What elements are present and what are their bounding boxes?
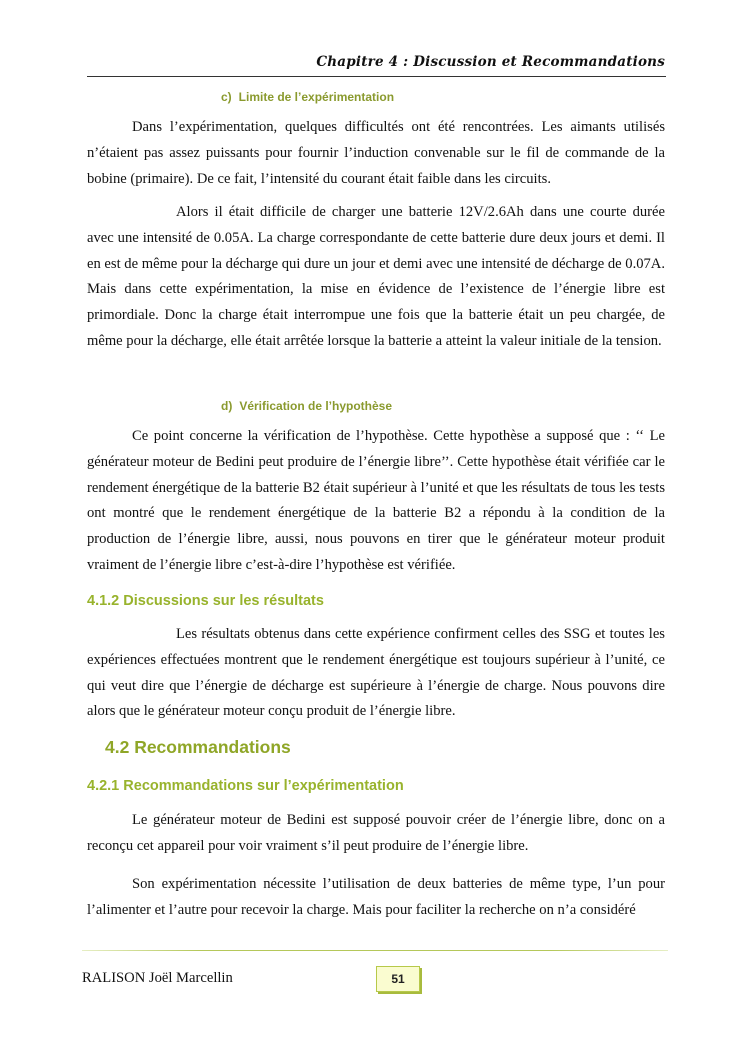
paragraph-4-2-1-1: Le générateur moteur de Bedini est supposé pouvoir créer de l’énergie libre, donc on a reconçu cet appareil pour voir vraiment s’il peut produire de l’énergie libre. [87, 812, 665, 854]
paragraph-c-2: Alors il était difficile de charger une batterie 12V/2.6Ah dans une courte durée avec une intensité de 0.05A. La charge correspondante de cette batterie dure deux jours et demi. Il en est de même pour la décharge qui dure un jour et demi avec une intensité de décharge de 0.07A. Mais dans cette expérimentation, la mise en évidence de l’existence de l’énergie libre est primordiale. Donc la charge était interrompue une fois que la batterie était un peu chargée, de même pour la décharge, elle était arrêtée lorsque la batterie a atteint la valeur initiale de la tension. [87, 204, 665, 349]
paragraph-d-1: Ce point concerne la vérification de l’hypothèse. Cette hypothèse a supposé que : ‘‘ Le générateur moteur de Bedini peut produire de l’énergie libre’’. Cette hypothèse était vérifiée car le rendement énergétique de la batterie B2 était supérieur à l’unité et que les résultats de tous les tests ont montré que le rendement énergétique de la batterie B2 a répondu à la condition de la production de l’énergie libre, aussi, nous pouvons en tirer que le générateur moteur produit vraiment de l’énergie libre c’est-à-dire l’hypothèse est vérifiée. [87, 428, 665, 573]
subsection-c-heading [221, 90, 394, 104]
subsection-d-heading [221, 399, 392, 413]
subsection-d-letter: d) [221, 399, 233, 413]
section-4-1-2-heading: 4.1.2 Discussions sur les résultats [87, 593, 324, 609]
chapter-header: Chapitre 4 : Discussion et Recommandations [316, 54, 665, 70]
subsection-c-title: Limite de l’expérimentation [238, 90, 395, 104]
header-divider [87, 76, 666, 77]
subsection-d-title: Vérification de l’hypothèse [239, 399, 393, 413]
section-4-2-heading: 4.2 Recommandations [105, 737, 291, 757]
paragraph-4-2-1-2: Son expérimentation nécessite l’utilisation de deux batteries de même type, l’un pour l’alimenter et l’autre pour recevoir la charge. Mais pour faciliter la recherche on n’a considéré [87, 876, 665, 918]
footer-author: RALISON Joël Marcellin [82, 970, 233, 986]
section-4-2-1-heading: 4.2.1 Recommandations sur l’expérimentation [87, 778, 404, 794]
page-number-badge: 51 [376, 966, 420, 992]
paragraph-4-1-2: Les résultats obtenus dans cette expérience confirment celles des SSG et toutes les expériences effectuées montrent que le rendement énergétique est toujours supérieur à l’unité, ce qui veut dire que l’énergie de décharge est supérieure à l’énergie de charge. Nous pouvons dire alors que le générateur moteur conçu produit de l’énergie libre. [87, 626, 665, 720]
footer-divider [82, 950, 668, 951]
subsection-c-letter: c) [221, 90, 232, 104]
paragraph-c-1: Dans l’expérimentation, quelques difficultés ont été rencontrées. Les aimants utilisés n’étaient pas assez puissants pour fournir l’induction convenable sur le fil de commande de la bobine (primaire). De ce fait, l’intensité du courant était faible dans les circuits. [87, 119, 665, 187]
